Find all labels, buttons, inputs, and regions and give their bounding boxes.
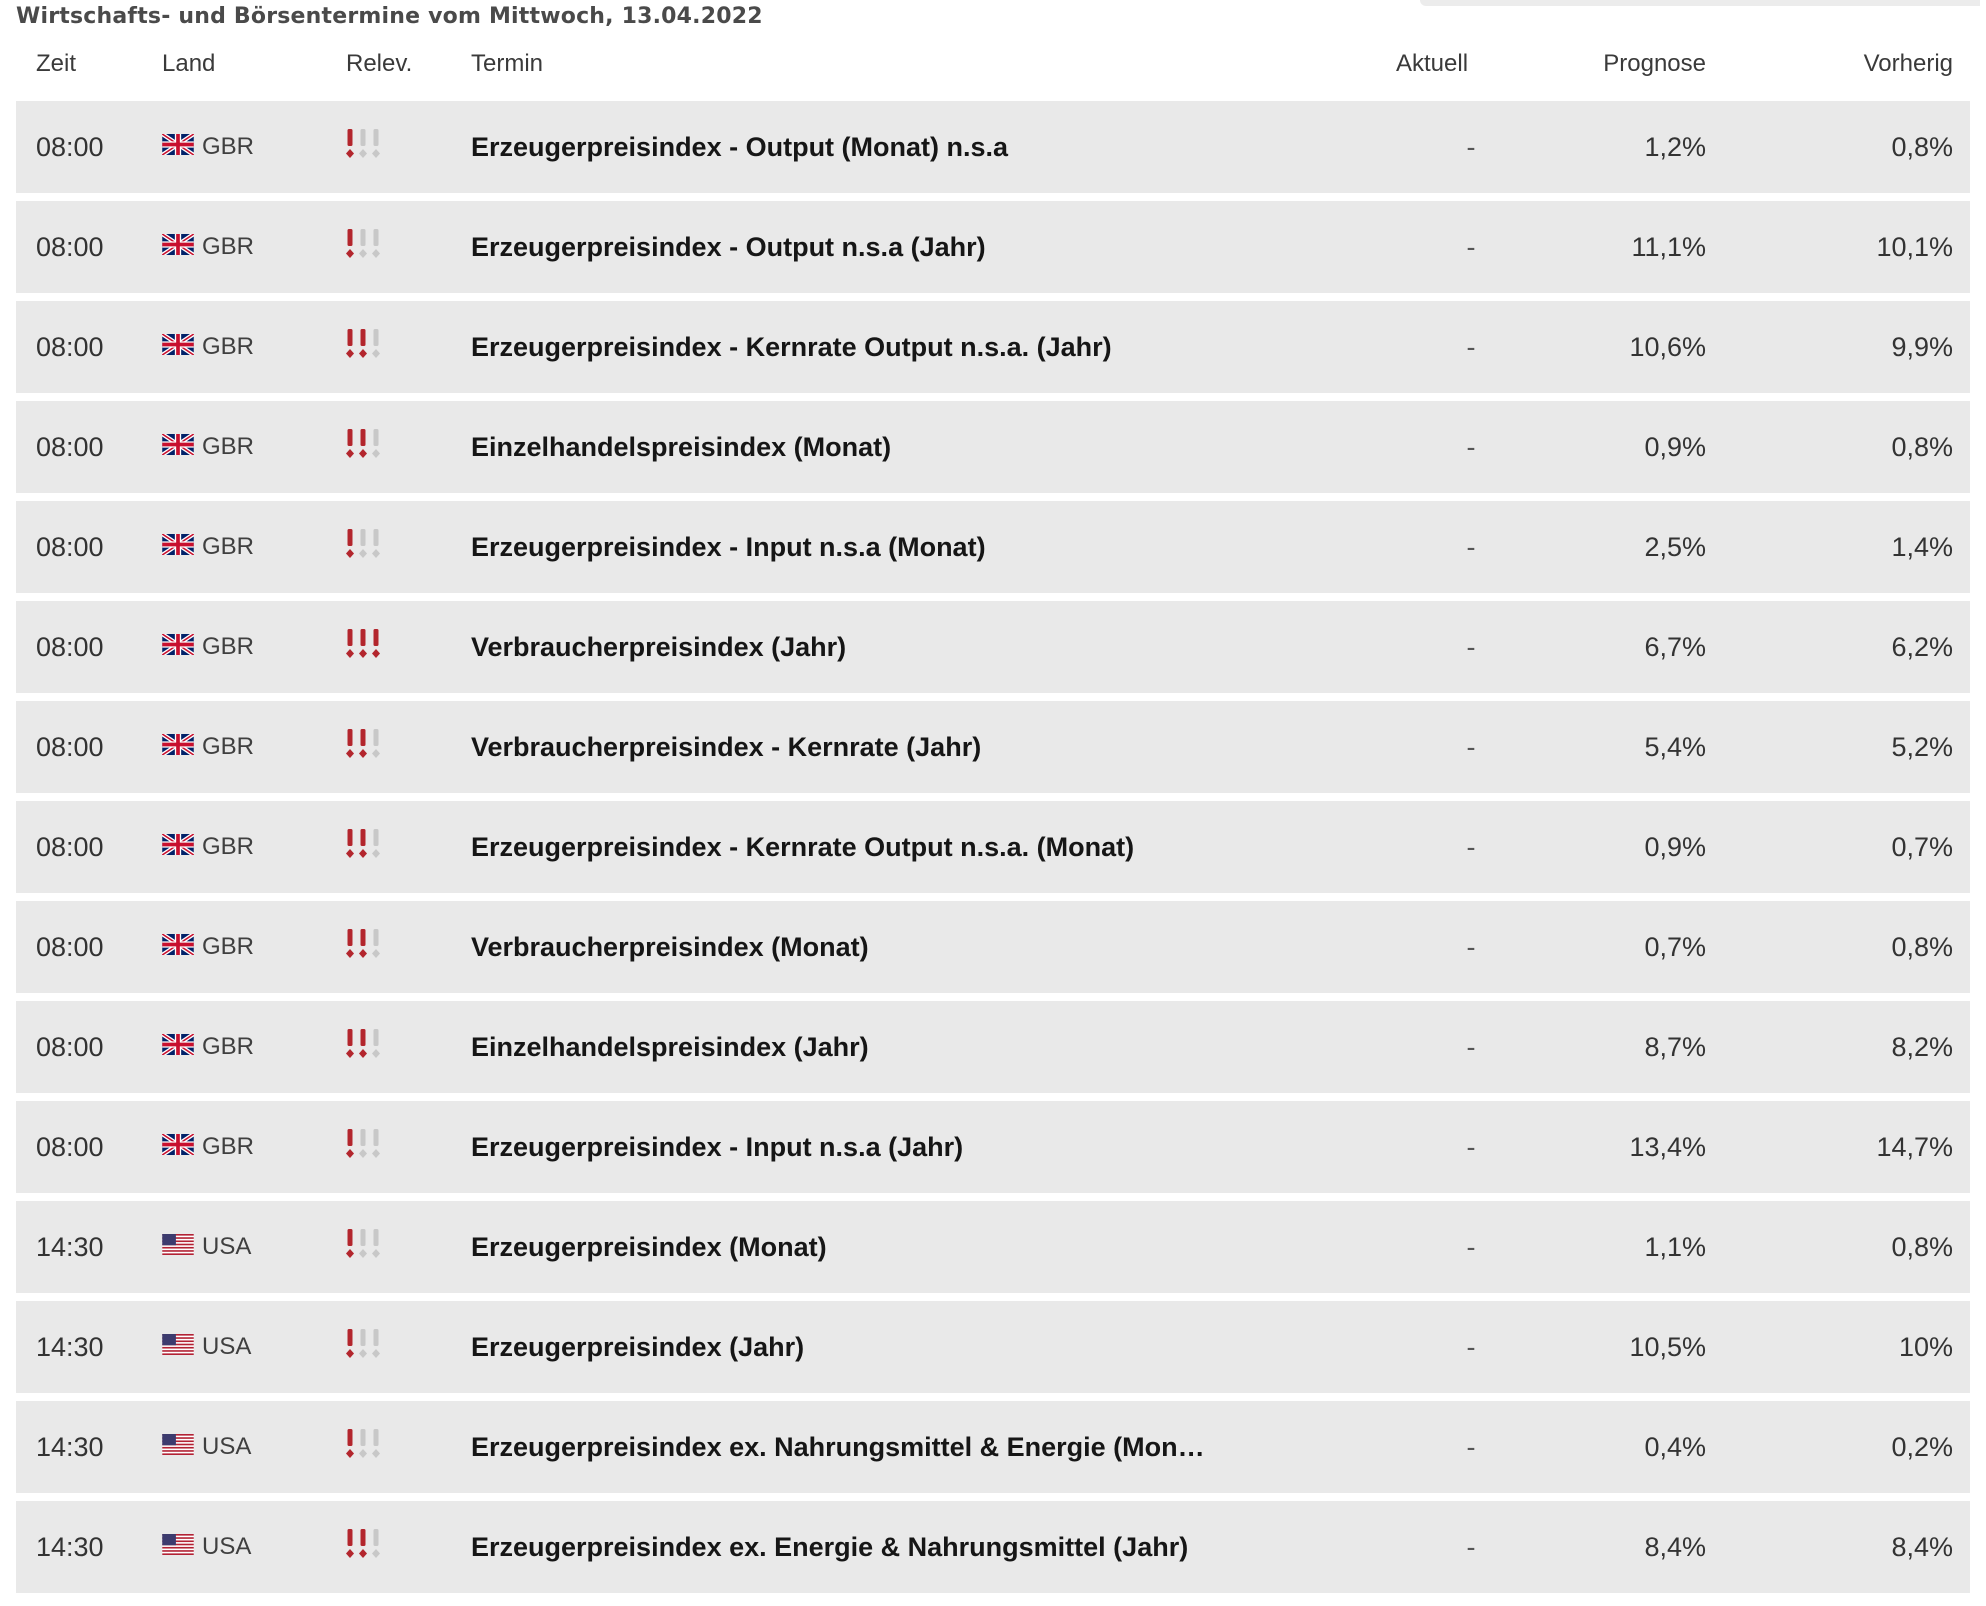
table-row[interactable] bbox=[16, 1101, 1970, 1193]
row-forecast: 5,4% bbox=[1644, 732, 1706, 762]
table-row[interactable] bbox=[16, 1301, 1970, 1393]
row-country: GBR bbox=[202, 833, 255, 860]
row-actual: - bbox=[1466, 332, 1476, 362]
uk-flag-icon bbox=[162, 234, 194, 255]
row-actual: - bbox=[1466, 832, 1476, 862]
uk-flag-icon bbox=[162, 734, 194, 755]
row-event[interactable]: Einzelhandelspreisindex (Monat) bbox=[471, 432, 892, 462]
relevance-icon bbox=[346, 327, 406, 363]
row-forecast: 1,2% bbox=[1644, 132, 1706, 162]
row-previous: 0,2% bbox=[1891, 1432, 1953, 1462]
row-previous: 0,8% bbox=[1891, 432, 1953, 462]
row-actual: - bbox=[1466, 632, 1476, 662]
relevance-icon bbox=[346, 927, 406, 963]
header-prognose[interactable]: Prognose bbox=[1603, 50, 1706, 77]
table-row[interactable] bbox=[16, 901, 1970, 993]
row-time: 08:00 bbox=[36, 532, 104, 562]
row-country: USA bbox=[202, 1333, 252, 1360]
row-forecast: 1,1% bbox=[1644, 1232, 1706, 1262]
row-previous: 10,1% bbox=[1876, 232, 1953, 262]
table-row[interactable] bbox=[16, 101, 1970, 193]
table-row[interactable] bbox=[16, 1401, 1970, 1493]
row-forecast: 13,4% bbox=[1629, 1132, 1706, 1162]
row-actual: - bbox=[1466, 432, 1476, 462]
row-time: 08:00 bbox=[36, 932, 104, 962]
row-time: 08:00 bbox=[36, 132, 104, 162]
row-forecast: 11,1% bbox=[1631, 232, 1706, 262]
us-flag-icon bbox=[162, 1534, 194, 1555]
row-time: 08:00 bbox=[36, 332, 104, 362]
us-flag-icon bbox=[162, 1334, 194, 1355]
row-actual: - bbox=[1466, 932, 1476, 962]
row-country: USA bbox=[202, 1533, 252, 1560]
row-event[interactable]: Erzeugerpreisindex - Output n.s.a (Jahr) bbox=[471, 232, 986, 262]
relevance-icon bbox=[346, 827, 406, 863]
row-actual: - bbox=[1466, 1332, 1476, 1362]
row-time: 14:30 bbox=[36, 1532, 104, 1562]
row-actual: - bbox=[1466, 532, 1476, 562]
table-row[interactable] bbox=[16, 601, 1970, 693]
top-tab-edge bbox=[1420, 0, 1980, 6]
row-previous: 8,4% bbox=[1891, 1532, 1953, 1562]
row-country: GBR bbox=[202, 633, 255, 660]
relevance-icon bbox=[346, 427, 406, 463]
row-country: USA bbox=[202, 1433, 252, 1460]
row-time: 14:30 bbox=[36, 1232, 104, 1262]
row-previous: 1,4% bbox=[1891, 532, 1953, 562]
row-actual: - bbox=[1466, 1232, 1476, 1262]
page-title: Wirtschafts- und Börsentermine vom Mittwoch, 13.04.2022 bbox=[16, 4, 763, 29]
us-flag-icon bbox=[162, 1434, 194, 1455]
row-actual: - bbox=[1466, 1132, 1476, 1162]
table-row[interactable] bbox=[16, 801, 1970, 893]
uk-flag-icon bbox=[162, 534, 194, 555]
table-row[interactable] bbox=[16, 1201, 1970, 1293]
relevance-icon bbox=[346, 727, 406, 763]
row-forecast: 8,4% bbox=[1644, 1532, 1706, 1562]
row-event[interactable]: Erzeugerpreisindex (Jahr) bbox=[471, 1332, 805, 1362]
row-time: 08:00 bbox=[36, 1132, 104, 1162]
row-event[interactable]: Einzelhandelspreisindex (Jahr) bbox=[471, 1032, 869, 1062]
uk-flag-icon bbox=[162, 1134, 194, 1155]
us-flag-icon bbox=[162, 1234, 194, 1255]
row-forecast: 0,9% bbox=[1644, 432, 1706, 462]
header-aktuell[interactable]: Aktuell bbox=[1396, 50, 1469, 77]
row-event[interactable]: Erzeugerpreisindex - Input n.s.a (Jahr) bbox=[471, 1132, 964, 1162]
row-event[interactable]: Verbraucherpreisindex - Kernrate (Jahr) bbox=[471, 732, 982, 762]
row-event[interactable]: Erzeugerpreisindex - Kernrate Output n.s.a. (Jahr) bbox=[471, 332, 1112, 362]
row-forecast: 2,5% bbox=[1644, 532, 1706, 562]
row-actual: - bbox=[1466, 232, 1476, 262]
row-previous: 0,8% bbox=[1891, 932, 1953, 962]
row-previous: 0,8% bbox=[1891, 132, 1953, 162]
row-event[interactable]: Verbraucherpreisindex (Jahr) bbox=[471, 632, 847, 662]
uk-flag-icon bbox=[162, 334, 194, 355]
relevance-icon bbox=[346, 1127, 406, 1163]
row-time: 08:00 bbox=[36, 732, 104, 762]
row-previous: 9,9% bbox=[1891, 332, 1953, 362]
header-zeit[interactable]: Zeit bbox=[36, 50, 77, 77]
relevance-icon bbox=[346, 1527, 406, 1563]
uk-flag-icon bbox=[162, 834, 194, 855]
header-relev[interactable]: Relev. bbox=[346, 50, 413, 77]
row-country: GBR bbox=[202, 1033, 255, 1060]
row-previous: 8,2% bbox=[1891, 1032, 1953, 1062]
row-time: 08:00 bbox=[36, 832, 104, 862]
row-time: 08:00 bbox=[36, 432, 104, 462]
row-country: GBR bbox=[202, 233, 255, 260]
row-country: GBR bbox=[202, 533, 255, 560]
row-event[interactable]: Verbraucherpreisindex (Monat) bbox=[471, 932, 869, 962]
row-event[interactable]: Erzeugerpreisindex - Input n.s.a (Monat) bbox=[471, 532, 986, 562]
row-time: 08:00 bbox=[36, 1032, 104, 1062]
row-country: GBR bbox=[202, 333, 255, 360]
relevance-icon bbox=[346, 627, 406, 663]
relevance-icon bbox=[346, 1227, 406, 1263]
row-event[interactable]: Erzeugerpreisindex - Output (Monat) n.s.a bbox=[471, 132, 1009, 162]
row-forecast: 10,5% bbox=[1629, 1332, 1706, 1362]
row-forecast: 0,7% bbox=[1644, 932, 1706, 962]
uk-flag-icon bbox=[162, 934, 194, 955]
relevance-icon bbox=[346, 1327, 406, 1363]
table-row[interactable] bbox=[16, 301, 1970, 393]
uk-flag-icon bbox=[162, 634, 194, 655]
row-event[interactable]: Erzeugerpreisindex ex. Nahrungsmittel & Energie (Mon… bbox=[471, 1432, 1205, 1462]
table-row[interactable] bbox=[16, 1001, 1970, 1093]
row-country: GBR bbox=[202, 733, 255, 760]
table-row[interactable] bbox=[16, 1501, 1970, 1593]
row-country: GBR bbox=[202, 1133, 255, 1160]
table-row[interactable] bbox=[16, 501, 1970, 593]
row-actual: - bbox=[1466, 1032, 1476, 1062]
header-vorherig[interactable]: Vorherig bbox=[1863, 50, 1953, 77]
row-previous: 5,2% bbox=[1891, 732, 1953, 762]
relevance-icon bbox=[346, 527, 406, 563]
row-forecast: 0,9% bbox=[1644, 832, 1706, 862]
row-forecast: 10,6% bbox=[1629, 332, 1706, 362]
uk-flag-icon bbox=[162, 434, 194, 455]
row-country: USA bbox=[202, 1233, 252, 1260]
row-forecast: 8,7% bbox=[1644, 1032, 1706, 1062]
row-actual: - bbox=[1466, 132, 1476, 162]
table-row[interactable] bbox=[16, 701, 1970, 793]
row-time: 14:30 bbox=[36, 1432, 104, 1462]
uk-flag-icon bbox=[162, 1034, 194, 1055]
uk-flag-icon bbox=[162, 134, 194, 155]
row-actual: - bbox=[1466, 732, 1476, 762]
row-actual: - bbox=[1466, 1432, 1476, 1462]
row-forecast: 0,4% bbox=[1644, 1432, 1706, 1462]
relevance-icon bbox=[346, 1427, 406, 1463]
row-event[interactable]: Erzeugerpreisindex ex. Energie & Nahrungsmittel (Jahr) bbox=[471, 1532, 1189, 1562]
table-row[interactable] bbox=[16, 401, 1970, 493]
row-country: GBR bbox=[202, 133, 255, 160]
row-event[interactable]: Erzeugerpreisindex (Monat) bbox=[471, 1232, 827, 1262]
header-termin[interactable]: Termin bbox=[471, 50, 544, 77]
table-row[interactable] bbox=[16, 201, 1970, 293]
row-previous: 6,2% bbox=[1891, 632, 1953, 662]
row-time: 08:00 bbox=[36, 232, 104, 262]
relevance-icon bbox=[346, 1027, 406, 1063]
row-time: 08:00 bbox=[36, 632, 104, 662]
relevance-icon bbox=[346, 127, 406, 163]
row-time: 14:30 bbox=[36, 1332, 104, 1362]
row-previous: 14,7% bbox=[1876, 1132, 1953, 1162]
table-header bbox=[16, 46, 1970, 86]
row-previous: 10% bbox=[1898, 1332, 1953, 1362]
row-previous: 0,7% bbox=[1891, 832, 1953, 862]
row-actual: - bbox=[1466, 1532, 1476, 1562]
row-country: GBR bbox=[202, 933, 255, 960]
header-land[interactable]: Land bbox=[162, 50, 216, 77]
row-country: GBR bbox=[202, 433, 255, 460]
row-previous: 0,8% bbox=[1891, 1232, 1953, 1262]
row-forecast: 6,7% bbox=[1644, 632, 1706, 662]
row-event[interactable]: Erzeugerpreisindex - Kernrate Output n.s.a. (Monat) bbox=[471, 832, 1135, 862]
relevance-icon bbox=[346, 227, 406, 263]
